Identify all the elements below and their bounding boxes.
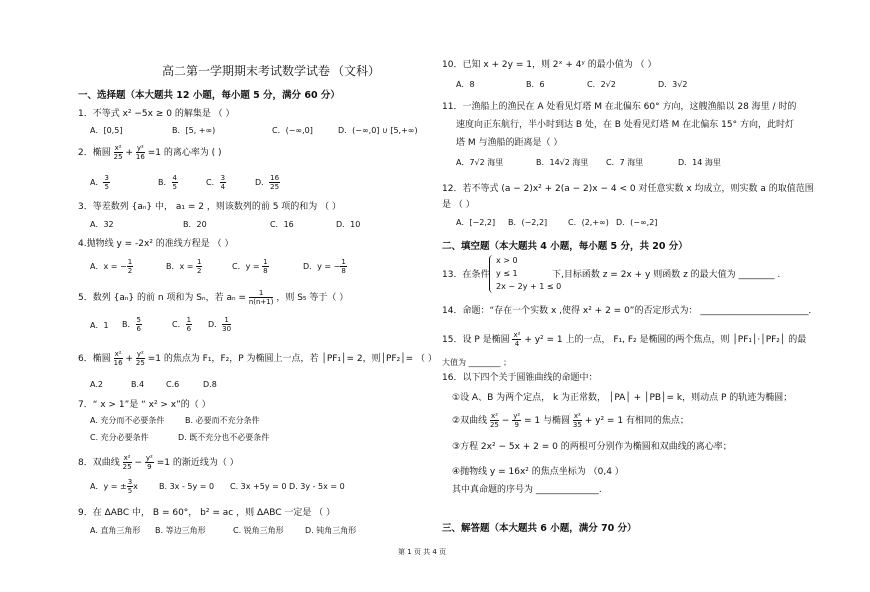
question-14: 14．命题：“存在一个实数 x ,使得 x² + 2 = 0”的否定形式为： ________________________． bbox=[442, 306, 818, 316]
question-11-line-3: 塔 M 与渔船的距离是（ ） bbox=[456, 138, 563, 148]
page-title: 高二第一学期期末考试数学试卷 bbox=[162, 64, 331, 78]
q10-option-d: D．3√2 bbox=[658, 80, 688, 89]
q11-option-b: B．14√2 海里 bbox=[536, 158, 589, 167]
question-4: 4.抛物线 y = -2x² 的准线方程是 （ ） bbox=[78, 239, 234, 249]
q3-option-c: C．16 bbox=[270, 220, 294, 229]
q8-option-a: A．y = ± $\frac{3}{5}$ x bbox=[90, 478, 138, 495]
q6-option-c: C.6 bbox=[166, 380, 180, 389]
q7-option-d: D. 既不充分也不必要条件 bbox=[178, 433, 270, 442]
question-1: 1．不等式 x² −5x ≥ 0 的解集是 （ ） bbox=[78, 109, 235, 119]
page-subtitle: （文科） bbox=[332, 64, 381, 78]
q2-option-d: D． $\frac{16}{25}$ bbox=[255, 174, 280, 191]
q9-option-d: D. 钝角三角形 bbox=[305, 526, 357, 535]
q7-option-b: B. 必要而不充分条件 bbox=[185, 416, 260, 425]
question-2: 2．椭圆 $\frac{\text{x²}}{25}$ + $\frac{\text{y²}}{16}$ =1 的离心率为 ( ) bbox=[78, 144, 222, 161]
q1-option-b: B．[5, +∞) bbox=[172, 126, 216, 135]
q5-option-b: B． $\frac{5}{6}$ bbox=[122, 316, 141, 333]
q8-option-c: C. 3x +5y = 0 bbox=[230, 482, 287, 491]
q6-option-a: A.2 bbox=[90, 380, 103, 389]
q9-option-b: B. 等边三角形 bbox=[155, 526, 206, 535]
q10-option-c: C．2√2 bbox=[587, 80, 616, 89]
q9-option-a: A. 直角三角形 bbox=[90, 526, 141, 535]
question-12-line-2: 是 （ ） bbox=[442, 200, 475, 210]
q12-option-d: D．(−∞,2] bbox=[616, 218, 658, 227]
question-12-line-1: 12．若不等式 (a − 2)x² + 2(a − 2)x − 4 < 0 对任意实数 x 均成立，则实数 a 的取值范围 bbox=[442, 184, 814, 194]
section-heading-choice: 一、选择题（本大题共 12 小题，每小题 5 分，满分 60 分） bbox=[78, 90, 340, 101]
q5-option-c: C． $\frac{1}{6}$ bbox=[172, 316, 192, 333]
q11-option-d: D．14 海里 bbox=[678, 158, 721, 167]
question-7: 7．“ x > 1”是 “ x² > x”的（ ） bbox=[78, 400, 211, 410]
q7-option-c: C. 充分必要条件 bbox=[90, 433, 149, 442]
q9-option-c: C. 锐角三角形 bbox=[233, 526, 284, 535]
question-13-body: 下,目标函数 z = 2x + y 则函数 z 的最大值为 ________ . bbox=[552, 270, 781, 280]
q12-option-b: B．(−2,2] bbox=[508, 218, 548, 227]
q16-answer-line: 其中真命题的序号为 ______________. bbox=[452, 485, 602, 495]
q2-option-b: B． $\frac{4}{5}$ bbox=[158, 174, 177, 191]
question-15-line-2: 大值为 ________ ； bbox=[442, 358, 512, 367]
q11-option-a: A．7√2 海里 bbox=[456, 158, 504, 167]
q13-condition-1: x > 0 bbox=[496, 256, 518, 265]
q6-option-b: B.4 bbox=[131, 380, 145, 389]
question-11-line-1: 11．一渔船上的渔民在 A 处看见灯塔 M 在北偏东 60° 方向，这艘渔船以 28 海里 / 时的 bbox=[442, 102, 797, 112]
q4-option-b: B．x = $\frac{1}{2}$ bbox=[166, 258, 202, 275]
q16-item-2: ②双曲线 $\frac{\text{x²}}{25}$ − $\frac{\text{y²}}{9}$ = 1 与椭圆 $\frac{\text{x²}}{35}$ + y² = 1 有相同的焦点； bbox=[452, 412, 689, 429]
question-8: 8．双曲线 $\frac{\text{x²}}{25}$ − $\frac{\text{y²}}{9}$ =1 的渐近线为（ ） bbox=[78, 454, 239, 471]
question-3: 3．等差数列 {aₙ} 中， a₁ = 2 ，则该数列的前 5 项的和为 （ ） bbox=[78, 202, 342, 212]
q12-option-a: A．[−2,2] bbox=[456, 218, 496, 227]
question-5: 5．数列 {aₙ} 的前 n 项和为 Sₙ，若 aₙ = $\frac{1}{n(n+1)}$ ，则 S₅ 等于（ ） bbox=[78, 289, 349, 306]
q4-option-d: D．y = − $\frac{1}{8}$ bbox=[303, 258, 346, 275]
q2-option-c: C． $\frac{3}{4}$ bbox=[206, 174, 226, 191]
q12-option-c: C．(2,+∞) bbox=[568, 218, 609, 227]
q1-option-a: A．[0,5] bbox=[90, 126, 123, 135]
q13-condition-3: 2x − 2y + 1 ≤ 0 bbox=[496, 282, 562, 291]
q4-option-c: C．y = $\frac{1}{8}$ bbox=[232, 258, 268, 275]
question-13-prefix: 13．在条件 bbox=[442, 270, 490, 280]
q4-option-a: A．x = − $\frac{1}{2}$ bbox=[90, 258, 133, 275]
q3-option-d: D．10 bbox=[336, 220, 361, 229]
q10-option-a: A．8 bbox=[456, 80, 475, 89]
question-16: 16．以下四个关于圆锥曲线的命题中： bbox=[442, 373, 598, 383]
q2-option-a: A． $\frac{3}{5}$ bbox=[90, 174, 109, 191]
q6-option-d: D.8 bbox=[203, 380, 217, 389]
question-6: 6．椭圆 $\frac{\text{x²}}{16}$ + $\frac{\text{y²}}{25}$ =1 的焦点为 F₁，F₂，P 为椭圆上一点，若 │PF₁│= 2，则│PF₂│= （ ） bbox=[78, 350, 437, 367]
question-15: 15．设 P 是椭圆 $\frac{\text{x²}}{4}$ + y² = 1 上的一点， F₁, F₂ 是椭圆的两个焦点，则 │PF₁│·│PF₂│ 的最 bbox=[442, 331, 807, 348]
q16-item-3: ③方程 2x² − 5x + 2 = 0 的两根可分别作为椭圆和双曲线的离心率； bbox=[452, 442, 732, 452]
section-heading-fill: 二、填空题（本大题共 4 小题，每小题 5 分，共 20 分） bbox=[442, 241, 688, 252]
q3-option-a: A．32 bbox=[90, 220, 114, 229]
q16-item-1: ①设 A、B 为两个定点， k 为正常数， │PA│ + │PB│= k，则动点 P 的轨迹为椭圆； bbox=[452, 393, 793, 403]
q5-option-a: A．1 bbox=[90, 321, 109, 330]
q8-option-d: D. 3y - 5x = 0 bbox=[289, 482, 345, 491]
q1-option-d: D．(−∞,0] ∪ [5,+∞) bbox=[338, 126, 418, 135]
q3-option-b: B．20 bbox=[183, 220, 207, 229]
q5-option-d: D． $\frac{1}{30}$ bbox=[208, 316, 232, 333]
q7-option-a: A. 充分而不必要条件 bbox=[90, 416, 165, 425]
q11-option-c: C．7 海里 bbox=[606, 158, 644, 167]
q8-option-b: B. 3x - 5y = 0 bbox=[159, 482, 215, 491]
question-10: 10．已知 x + 2y = 1，则 2ˣ + 4ʸ 的最小值为 （ ） bbox=[442, 60, 657, 70]
page-number: 第 1 页 共 4 页 bbox=[398, 548, 447, 556]
section-heading-solve: 三、解答题（本大题共 6 小题，满分 70 分） bbox=[442, 523, 637, 534]
q1-option-c: C．(−∞,0] bbox=[272, 126, 313, 135]
question-11-line-2: 速度向正东航行，半小时到达 B 处，在 B 处看见灯塔 M 在北偏东 15° 方向，此时灯 bbox=[456, 120, 794, 130]
q13-condition-2: y ≤ 1 bbox=[496, 269, 518, 278]
question-9: 9．在 ΔABC 中， B = 60°， b² = ac ，则 ΔABC 一定是 （ ） bbox=[78, 508, 336, 518]
brace bbox=[489, 255, 496, 293]
q16-item-4: ④抛物线 y = 16x² 的焦点坐标为 （0,4 ） bbox=[452, 467, 624, 477]
q10-option-b: B．6 bbox=[526, 80, 545, 89]
